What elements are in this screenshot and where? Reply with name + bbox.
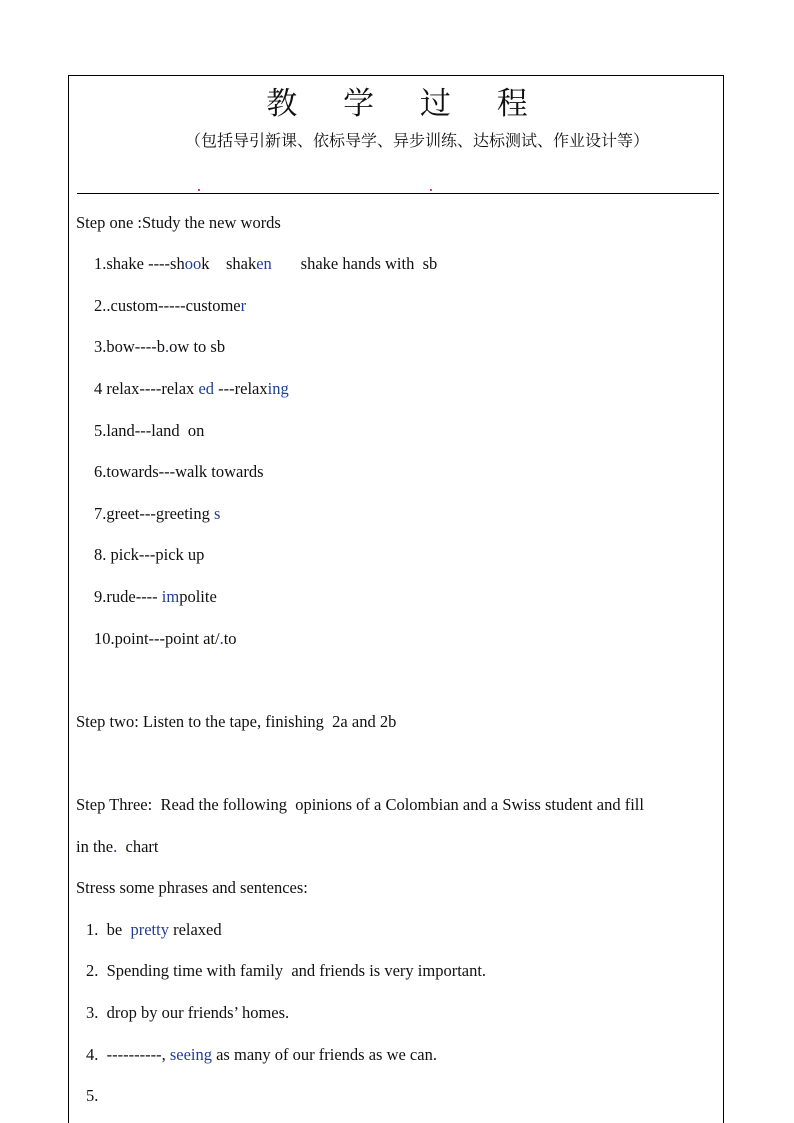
header-divider — [77, 193, 719, 194]
word-item-3: 3.bow----b.ow to sb — [94, 337, 226, 356]
phrase-item-3: 3. drop by our friends’ homes. — [86, 1003, 290, 1022]
step-three-heading-cont: in the. chart — [76, 837, 159, 856]
phrase-item-4: 4. ----------, seeing as many of our friends as we can. — [86, 1045, 437, 1064]
phrase-item-2: 2. Spending time with family and friends is very important. — [86, 961, 487, 980]
word-item-9: 9.rude---- impolite — [94, 587, 217, 606]
page-subtitle: （包括导引新课、依标导学、异步训练、达标测试、作业设计等） — [184, 131, 649, 150]
word-item-4: 4 relax----relax ed ---relaxing — [94, 379, 289, 398]
phrase-item-1: 1. be pretty relaxed — [86, 920, 222, 939]
step-one-heading: Step one :Study the new words — [76, 213, 281, 232]
stray-mark — [430, 189, 432, 191]
word-item-5: 5.land---land on — [94, 421, 205, 440]
step-two-heading: Step two: Listen to the tape, finishing 2a and 2b — [76, 712, 397, 731]
word-item-2: 2..custom-----customer — [94, 296, 247, 315]
word-item-7: 7.greet---greeting s — [94, 504, 221, 523]
word-item-6: 6.towards---walk towards — [94, 462, 264, 481]
word-item-8: 8. pick---pick up — [94, 545, 205, 564]
page-title: 教 学 过 程 — [266, 86, 546, 122]
stray-mark — [198, 189, 200, 191]
word-item-10: 10.point---point at/.to — [94, 629, 237, 648]
step-three-heading: Step Three: Read the following opinions of a Colombian and a Swiss student and fill — [76, 795, 644, 814]
word-item-1: 1.shake ----shook shaken shake hands with sb — [94, 254, 438, 273]
stress-heading: Stress some phrases and sentences: — [76, 878, 308, 897]
phrase-item-5: 5. — [86, 1086, 99, 1105]
